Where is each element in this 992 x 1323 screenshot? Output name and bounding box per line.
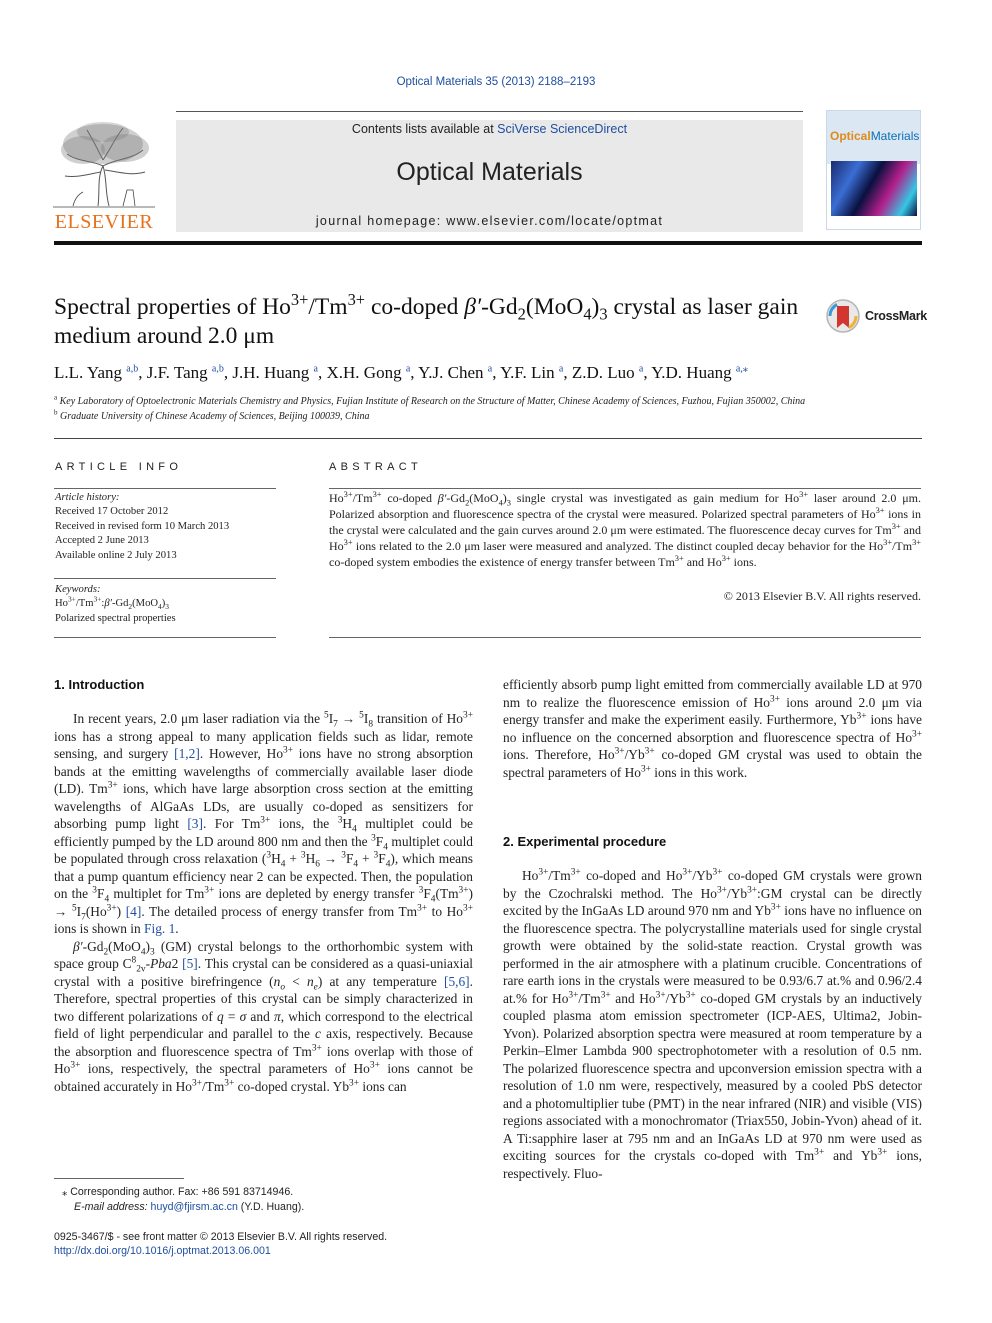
keyword-2: Polarized spectral properties	[55, 612, 176, 624]
cover-image	[831, 161, 917, 216]
corresponding-author-note: ⁎ Corresponding author. Fax: +86 591 83714946.	[62, 1186, 294, 1198]
affiliation-rule	[54, 438, 922, 439]
column2-body	[503, 676, 922, 781]
journal-cover[interactable]	[826, 110, 921, 230]
cover-title-b: Materials	[870, 129, 920, 143]
journal-header-box	[176, 120, 803, 232]
history-received: Received 17 October 2012	[55, 506, 169, 518]
intro-paragraph-2: $\beta'-Gd_2(MoO_4)_3$ (GM) crystal belongs to the orthorhombic system with space group $C^8_{2v}-Pba2$ [5]. This crystal can be considered as a quasi-uniaxial crystal with a positive birefringence $(n_o < n_e)$ at any temperature [5,6]. Therefore, spectral properties of this crystal can be simply characterized in two different polarizations of q = σ and π, which correspond to the electrical field of light perpendicular and parallel to the c axis, respectively. Because the absorption and fluorescence spectra of $Tm^{3+}$ ions overlap with those of $Ho^{3+}$ ions, respectively, the spectral parameters of $Ho^{3+}$ ions cannot be obtained accurately in $Ho^{3+}/Tm^{3+}$ co-doped crystal. $Yb^{3+}$ ions can	[54, 938, 474, 1094]
article-info-heading: ARTICLE INFO	[55, 461, 183, 473]
history-accepted: Accepted 2 June 2013	[55, 535, 149, 547]
intro-paragraph-1: In recent years, 2.0 μm laser radiation via the $^5I_7 \to ^5I_8$ transition of $Ho^{3+}$ ions has a strong appeal to many application fields such as lidar, remote sensing, and surgery [1,2]. However, $Ho^{3+}$ ions have no strong absorption bands at the emitting wavelengths of commercially available laser diode (LD). $Tm^{3+}$ ions, which have large absorption cross section at the emitting wavelengths of AlGaAs LDs, are usually co-doped as sensitizers for absorbing pump light [3]. For $Tm^{3+}$ ions, the $^3H_4$ multiplet could be efficiently pumped by the LD around 800 nm and then the $^3F_4$ multiplet could be populated through cross relaxation $(^3H_4 + ^3H_6 \to ^3F_4 + ^3F_4)$, which means that a pump quantum efficiency near 2 can be expected. Then, the population on the $^3F_4$ multiplet for $Tm^{3+}$ ions are depleted by energy transfer $^3F_4(Tm^{3+}) \to ^5I_7(Ho^{3+})$ [4]. The detailed process of energy transfer from $Tm^{3+}$ to $Ho^{3+}$ ions is shown in Fig. 1.	[54, 710, 474, 936]
abstract-rule	[329, 488, 921, 489]
history-label: Article history:	[55, 492, 120, 503]
abstract-bottom-rule	[329, 637, 921, 638]
crossmark-icon	[826, 298, 860, 334]
affiliation-a: $^a$ Key Laboratory of Optoelectronic Materials Chemistry and Physics, Fujian Institute of Research on the Structure of Matter, Chinese Academy of Sciences, Fuzhou, Fujian 350002, China	[54, 393, 806, 407]
abstract-heading: ABSTRACT	[329, 461, 423, 473]
crossmark-label: CrossMark	[865, 309, 927, 323]
journal-title: Optical Materials	[396, 158, 583, 186]
abstract-text: $Ho^{3+}/Tm^{3+}$ co-doped $\beta'-Gd_2(MoO_4)_3$ single crystal was investigated as gain medium for $Ho^{3+}$ laser around 2.0 μm. Polarized absorption and fluorescence spectra of the crystal were measured. Polarized spectral parameters of $Ho^{3+}$ ions in the crystal were calculated and the gain curves around 2.0 μm were estimated. The fluorescence decay curves for $Tm^{3+}$ and $Ho^{3+}$ ions related to the 2.0 μm laser were measured and analyzed. The distinct coupled decay behavior for the $Ho^{3+}/Tm^{3+}$ co-doped system embodies the existence of energy transfer between $Tm^{3+}$ and $Ho^{3+}$ ions.	[329, 490, 922, 569]
abstract-copyright: © 2013 Elsevier B.V. All rights reserved.	[723, 589, 921, 603]
journal-homepage[interactable]: journal homepage: www.elsevier.com/locate/optmat	[315, 214, 664, 228]
journal-citation[interactable]: Optical Materials 35 (2013) 2188–2193	[396, 76, 596, 88]
email-label: E-mail address:	[74, 1201, 148, 1213]
footnote-rule	[54, 1178, 184, 1179]
keywords-label: Keywords:	[55, 584, 101, 595]
affiliation-a-text: Key Laboratory of Optoelectronic Materials Chemistry and Physics, Fujian Institute of Research on the Structure of Matter, Chinese Academy of Sciences, Fuzhou, Fujian 350002, China	[59, 396, 806, 407]
info-bottom-rule	[54, 637, 276, 638]
experimental-body	[503, 867, 922, 1182]
contents-line	[176, 122, 803, 136]
email-suffix: (Y.D. Huang).	[240, 1201, 305, 1213]
article-title: Spectral properties of $Ho^{3+}/Tm^{3+}$ co-doped $\beta'-Gd_2(MoO_4)_3$ crystal as laser gain medium around 2.0 μm	[54, 290, 799, 349]
author-list: L.L. Yang $^{a,b}$, J.F. Tang $^{a,b}$, J.H. Huang $^a$, X.H. Gong $^a$, Y.J. Chen $^a$, Y.F. Lin $^a$, Z.D. Luo $^a$, Y.D. Huang $^{a,⁎}$	[54, 363, 748, 382]
contents-prefix: Contents lists available at	[351, 122, 494, 136]
keywords-rule	[54, 578, 276, 579]
section-introduction-heading: 1. Introduction	[54, 677, 145, 692]
cover-title-a: Optical	[830, 129, 871, 143]
article-info-rule	[54, 488, 276, 489]
header-thick-rule	[54, 241, 922, 245]
publisher-name: ELSEVIER	[54, 211, 154, 233]
history-revised: Received in revised form 10 March 2013	[55, 520, 230, 532]
history-online: Available online 2 July 2013	[55, 549, 177, 561]
col2-paragraph-1: efficiently absorb pump light emitted from commercially available LD at 970 nm to realize the fluorescence emission of $Ho^{3+}$ ions around 2.0 μm via energy transfer and make the experiment easily. Furthermore, $Yb^{3+}$ ions have no influence on the concerned absorption and fluorescence spectra of $Ho^{3+}$ ions. Therefore, $Ho^{3+}/Yb^{3+}$ co-doped GM crystal was used to obtain the spectral parameters of $Ho^{3+}$ ions in this work.	[503, 677, 922, 780]
issn-line: 0925-3467/$ - see front matter © 2013 Elsevier B.V. All rights reserved.	[54, 1231, 388, 1243]
keywords	[55, 583, 277, 626]
elsevier-logo	[53, 120, 155, 232]
header-top-rule	[176, 111, 803, 112]
section-experimental-heading: 2. Experimental procedure	[503, 834, 667, 849]
elsevier-tree-icon	[53, 120, 155, 210]
affiliation-b: $^b$ Graduate University of Chinese Academy of Sciences, Beijing 100039, China	[54, 408, 370, 422]
article-history	[55, 491, 277, 563]
crossmark-badge[interactable]	[826, 298, 927, 334]
keyword-1: $Ho^{3+}/Tm^{3+}:\beta'-Gd_2(MoO_4)_3$	[55, 594, 169, 612]
affiliation-b-text: Graduate University of Chinese Academy of Sciences, Beijing 100039, China	[60, 411, 370, 422]
introduction-body	[54, 710, 473, 1095]
exp-paragraph-1: $Ho^{3+}/Tm^{3+}$ co-doped and $Ho^{3+}/Yb^{3+}$ co-doped GM crystals were grown by the Czochralski method. The $Ho^{3+}/Yb^{3+}:GM$ crystal can be directly excited by the InGaAs LD around 970 nm and $Yb^{3+}$ ions have no influence on the fluorescence spectra. The polycrystalline materials used for single crystal growth were obtained by the solid-state reaction. Crystal growth was performed in the air atmosphere with a platinum crucible. Concentrations of rare earth ions in the crystals were measured to be 0.93/6.7 at.% and 0.96/2.4 at.% for $Ho^{3+}/Tm^{3+}$ and $Ho^{3+}/Yb^{3+}$ co-doped GM crystals by an inductively coupled plasma atom emission spectrometer (ICP-AES, Ultima2, Jobin-Yvon). Polarized absorption spectra were measured at room temperature by a Perkin–Elmer Lambda 900 spectrophotometer with a resolution of 0.5 nm. The polarized fluorescence spectra and upconversion emission spectra with a resolution of 1.0 nm were, respectively, measured by a cooled PbS detector and a photomultiplier tube (PMT) in the near infrared (NIR) and visible (VIS) regions associated with a monochromator (Triax550, Jobin-Yvon) ahead of it. A Ti:sapphire laser at 795 nm and an InGaAs LD at 970 nm were used as exciting sources for the crystals co-doped with $Tm^{3+}$ and $Yb^{3+}$ ions, respectively. Fluo-	[503, 867, 923, 1181]
email-link[interactable]: huyd@fjirsm.ac.cn	[150, 1201, 238, 1213]
cover-title	[830, 129, 919, 143]
email-note	[74, 1201, 304, 1213]
doi-anchor[interactable]: http://dx.doi.org/10.1016/j.optmat.2013.06.001	[54, 1245, 271, 1257]
doi-link[interactable]	[54, 1245, 271, 1257]
sciencedirect-link[interactable]: SciVerse ScienceDirect	[497, 122, 628, 136]
